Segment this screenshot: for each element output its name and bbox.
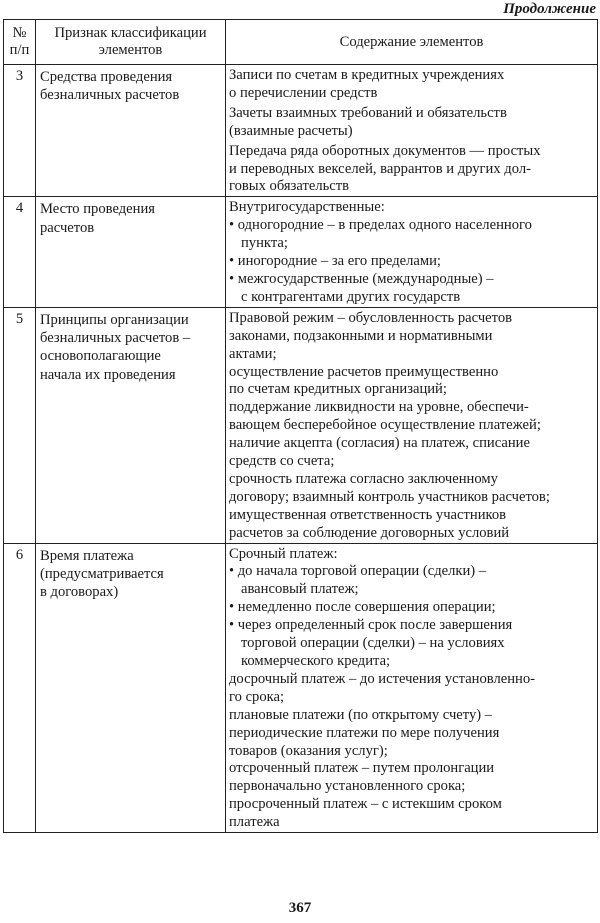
- sign-line: Средства проведения: [40, 69, 173, 85]
- sign-line: Время платежа: [40, 547, 134, 564]
- content-line: • до начала торговой операции (сделки) –: [229, 563, 487, 580]
- header-sign-line: Признак классификации: [54, 25, 207, 41]
- content-line: вающем бесперебойное осуществление платежей;: [229, 417, 541, 434]
- row-content: [226, 197, 598, 307]
- sign-line: Принципы организации: [40, 311, 189, 328]
- content-line: осуществление расчетов преимущественно: [229, 363, 499, 380]
- content-line: коммерческого кредита;: [241, 653, 391, 669]
- content-line: наличие акцепта (согласия) на платеж, списание: [229, 435, 530, 452]
- content-line: периодические платежи по мере получения: [229, 724, 500, 741]
- content-line: расчетов за соблюдение договорных условий: [229, 524, 510, 541]
- content-line: поддержание ликвидности на уровне, обеспечи-: [229, 399, 529, 416]
- content-line: первоначально установленного срока;: [229, 778, 466, 795]
- row-number: 5: [4, 307, 36, 543]
- table-row: [4, 65, 598, 197]
- row-content: [226, 307, 598, 543]
- content-line: о перечислении средств: [229, 84, 378, 101]
- row-classification-sign: [36, 543, 226, 833]
- sign-line: безналичных расчетов –: [40, 330, 191, 347]
- content-line: товаров (оказания услуг);: [229, 742, 388, 759]
- content-line: и переводных векселей, варрантов и других дол-: [229, 160, 531, 177]
- content-line: плановые платежи (по открытому счету) –: [229, 706, 493, 723]
- content-line: • межгосударственные (международные) –: [229, 270, 494, 287]
- sign-line: начала их проведения: [40, 366, 176, 383]
- content-line: говых обязательств: [229, 178, 350, 195]
- header-sign-line: элементов: [98, 42, 163, 58]
- row-classification-sign: [36, 65, 226, 197]
- content-line: договору; взаимный контроль участников расчетов;: [229, 488, 550, 505]
- content-line: платежа: [229, 814, 280, 831]
- content-line: просроченный платеж – с истекшим сроком: [229, 796, 502, 813]
- content-line: Внутригосударственные:: [229, 199, 385, 216]
- sign-line: основополагающие: [40, 348, 161, 365]
- content-line: • иногородние – за его пределами;: [229, 253, 441, 270]
- sign-line: расчетов: [40, 219, 95, 236]
- content-line: Правовой режим – обусловленность расчетов: [229, 309, 513, 326]
- sign-line: (предусматривается: [40, 565, 164, 582]
- content-line: авансовый платеж;: [241, 581, 359, 598]
- classification-table: [3, 19, 598, 833]
- header-number: [4, 20, 36, 65]
- row-number: 3: [4, 65, 36, 197]
- sign-line: безналичных расчетов: [40, 87, 180, 104]
- content-line: имущественная ответственность участников: [229, 506, 507, 523]
- row-content: [226, 543, 598, 833]
- header-content: Содержание элементов: [226, 20, 598, 65]
- row-content: [226, 65, 598, 197]
- table-row: [4, 543, 598, 833]
- content-line: • одногородние – в пределах одного населенного: [229, 217, 532, 234]
- table-header-row: [4, 20, 598, 65]
- content-line: • немедленно после совершения операции;: [229, 599, 496, 616]
- content-line: пункта;: [241, 235, 288, 252]
- content-line: досрочный платеж – до истечения установленно-: [229, 670, 536, 687]
- content-line: го срока;: [229, 688, 285, 705]
- row-number: 6: [4, 543, 36, 833]
- header-number-line: п/п: [9, 42, 30, 58]
- header-sign: [36, 20, 226, 65]
- content-line: средств со счета;: [229, 453, 335, 470]
- row-classification-sign: [36, 197, 226, 307]
- content-line: законами, подзаконными и нормативными: [229, 327, 493, 344]
- content-line: Передача ряда оборотных документов — простых: [229, 142, 541, 159]
- content-line: Записи по счетам в кредитных учреждениях: [229, 67, 505, 83]
- content-line: срочность платежа согласно заключенному: [229, 470, 498, 487]
- content-line: Срочный платеж:: [229, 545, 338, 562]
- table-body: [4, 65, 598, 833]
- row-classification-sign: [36, 307, 226, 543]
- table-row: [4, 197, 598, 307]
- content-line: с контрагентами других государств: [241, 288, 461, 305]
- sign-line: в договорах): [40, 584, 119, 601]
- content-line: • через определенный срок после завершения: [229, 617, 513, 634]
- sign-line: Место проведения: [40, 201, 155, 218]
- table-row: [4, 307, 598, 543]
- content-line: торговой операции (сделки) – на условиях: [241, 635, 505, 652]
- header-number-line: №: [12, 25, 27, 41]
- content-line: по счетам кредитных организаций;: [229, 381, 447, 398]
- content-line: Зачеты взаимных требований и обязательств: [229, 104, 507, 121]
- content-line: отсроченный платеж – путем пролонгации: [229, 760, 495, 777]
- continuation-label: Продолжение: [503, 1, 596, 17]
- page-number: 367: [288, 900, 312, 916]
- content-line: актами;: [229, 345, 277, 362]
- content-line: (взаимные расчеты): [229, 122, 353, 139]
- row-number: 4: [4, 197, 36, 307]
